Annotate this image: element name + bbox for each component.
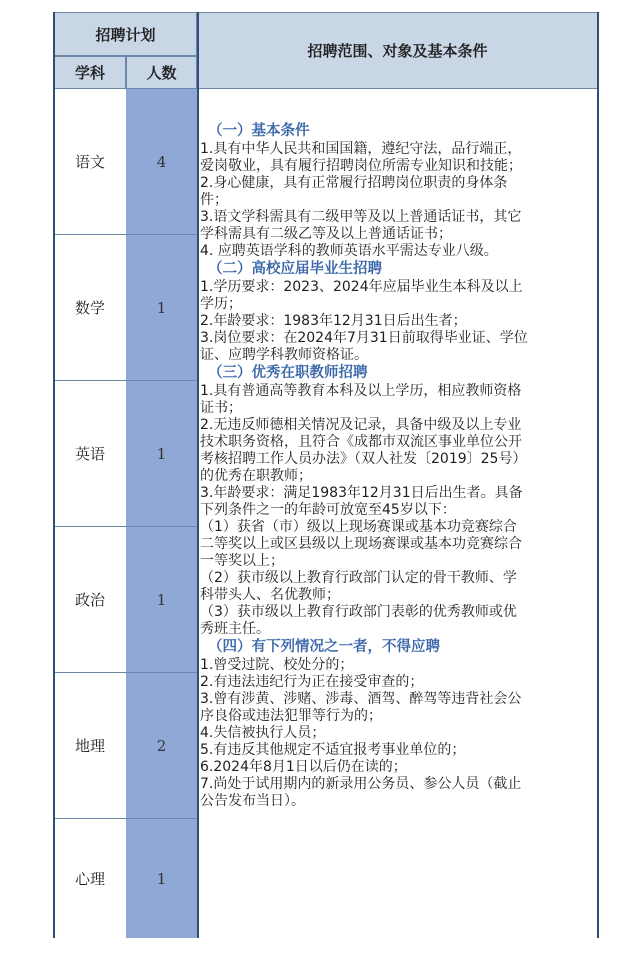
text-line: 5.有违反其他规定不适宜报考事业单位的； bbox=[200, 742, 466, 758]
row-subject: 数学 bbox=[54, 235, 126, 381]
text-line: 2.有违法违纪行为正在接受审查的； bbox=[200, 674, 424, 690]
text-line: 4. 应聘英语学科的教师英语水平需达专业八级。 bbox=[200, 243, 498, 259]
text-line: 序良俗或违法犯罪等行为的； bbox=[200, 708, 382, 724]
text-line: 一等奖以上； bbox=[200, 553, 284, 569]
table-border-left bbox=[53, 12, 55, 938]
table-border-right bbox=[597, 12, 599, 938]
conditions-text bbox=[200, 122, 596, 810]
table-border-mid bbox=[197, 12, 199, 938]
text-line: 公告发布当日）。 bbox=[200, 793, 305, 809]
text-line: （3）获市级以上教育行政部门表彰的优秀教师或优 bbox=[200, 604, 517, 620]
row-subject: 语文 bbox=[54, 89, 126, 235]
text-line: 爱岗敬业，具有履行招聘岗位所需专业知识和技能； bbox=[200, 158, 522, 174]
text-line: 考核招聘工作人员办法》（双人社发〔2019〕25号） bbox=[200, 451, 527, 467]
text-line: 3.曾有涉黄、涉赌、涉毒、酒驾、醉驾等违背社会公 bbox=[200, 691, 522, 707]
row-subject: 政治 bbox=[54, 527, 126, 673]
text-line: 1.具有普通高等教育本科及以上学历，相应教师资格 bbox=[200, 383, 522, 399]
text-line: 秀班主任。 bbox=[200, 621, 270, 637]
text-line: 二等奖以上或区县级以上现场赛课或基本功竞赛综合 bbox=[200, 536, 522, 552]
header-subject: 学科 bbox=[54, 56, 126, 89]
header-scope: 招聘范围、对象及基本条件 bbox=[197, 12, 598, 89]
text-line: 1.具有中华人民共和国国籍，遵纪守法，品行端正， bbox=[200, 141, 522, 157]
row-count: 1 bbox=[126, 819, 197, 938]
text-line: 1.学历要求：2023、2024年应届毕业生本科及以上 bbox=[200, 279, 523, 295]
section-title: （三）优秀在职教师招聘 bbox=[208, 365, 368, 381]
text-line: 学科需具有二级乙等及以上普通话证书； bbox=[200, 226, 452, 242]
row-count: 2 bbox=[126, 673, 197, 819]
text-line: 3.语文学科需具有二级甲等及以上普通话证书，其它 bbox=[200, 209, 522, 225]
text-line: 件； bbox=[200, 192, 228, 208]
text-line: 学历； bbox=[200, 296, 242, 312]
text-line: 4.失信被执行人员； bbox=[200, 725, 326, 741]
row-count: 4 bbox=[126, 89, 197, 235]
header-count: 人数 bbox=[126, 56, 197, 89]
row-count: 1 bbox=[126, 381, 197, 527]
row-subject: 心理 bbox=[54, 819, 126, 938]
text-line: （1）获省（市）级以上现场赛课或基本功竞赛综合 bbox=[200, 519, 517, 535]
row-subject: 地理 bbox=[54, 673, 126, 819]
text-line: 3.岗位要求：在2024年7月31日前取得毕业证、学位 bbox=[200, 330, 528, 346]
text-line: 2.年龄要求：1983年12月31日后出生者； bbox=[200, 313, 467, 329]
section-title: （四）有下列情况之一者，不得应聘 bbox=[208, 639, 440, 655]
section-title: （二）高校应届毕业生招聘 bbox=[208, 261, 382, 277]
text-line: 技术职务资格，且符合《成都市双流区事业单位公开 bbox=[200, 434, 522, 450]
recruitment-table bbox=[54, 12, 598, 938]
section-title: （一）基本条件 bbox=[208, 123, 310, 139]
text-line: 6.2024年8月1日以后仍在读的； bbox=[200, 759, 407, 775]
text-line: （2）获市级以上教育行政部门认定的骨干教师、学 bbox=[200, 570, 517, 586]
text-line: 的优秀在职教师； bbox=[200, 468, 312, 484]
text-line: 下列条件之一的年龄可放宽至45岁以下： bbox=[200, 502, 456, 518]
header-plan: 招聘计划 bbox=[54, 12, 197, 56]
text-line: 2.身心健康，具有正常履行招聘岗位职责的身体条 bbox=[200, 175, 508, 191]
text-line: 证、应聘学科教师资格证。 bbox=[200, 347, 368, 363]
text-line: 3.年龄要求：满足1983年12月31日后出生者。具备 bbox=[200, 485, 523, 501]
text-line: 证书； bbox=[200, 400, 242, 416]
row-count: 1 bbox=[126, 235, 197, 381]
row-count: 1 bbox=[126, 527, 197, 673]
text-line: 1.曾受过院、校处分的； bbox=[200, 657, 354, 673]
text-line: 7.尚处于试用期内的新录用公务员、参公人员（截止 bbox=[200, 776, 522, 792]
text-line: 2.无违反师德相关情况及记录，具备中级及以上专业 bbox=[200, 417, 522, 433]
text-line: 科带头人、名优教师； bbox=[200, 587, 340, 603]
row-subject: 英语 bbox=[54, 381, 126, 527]
